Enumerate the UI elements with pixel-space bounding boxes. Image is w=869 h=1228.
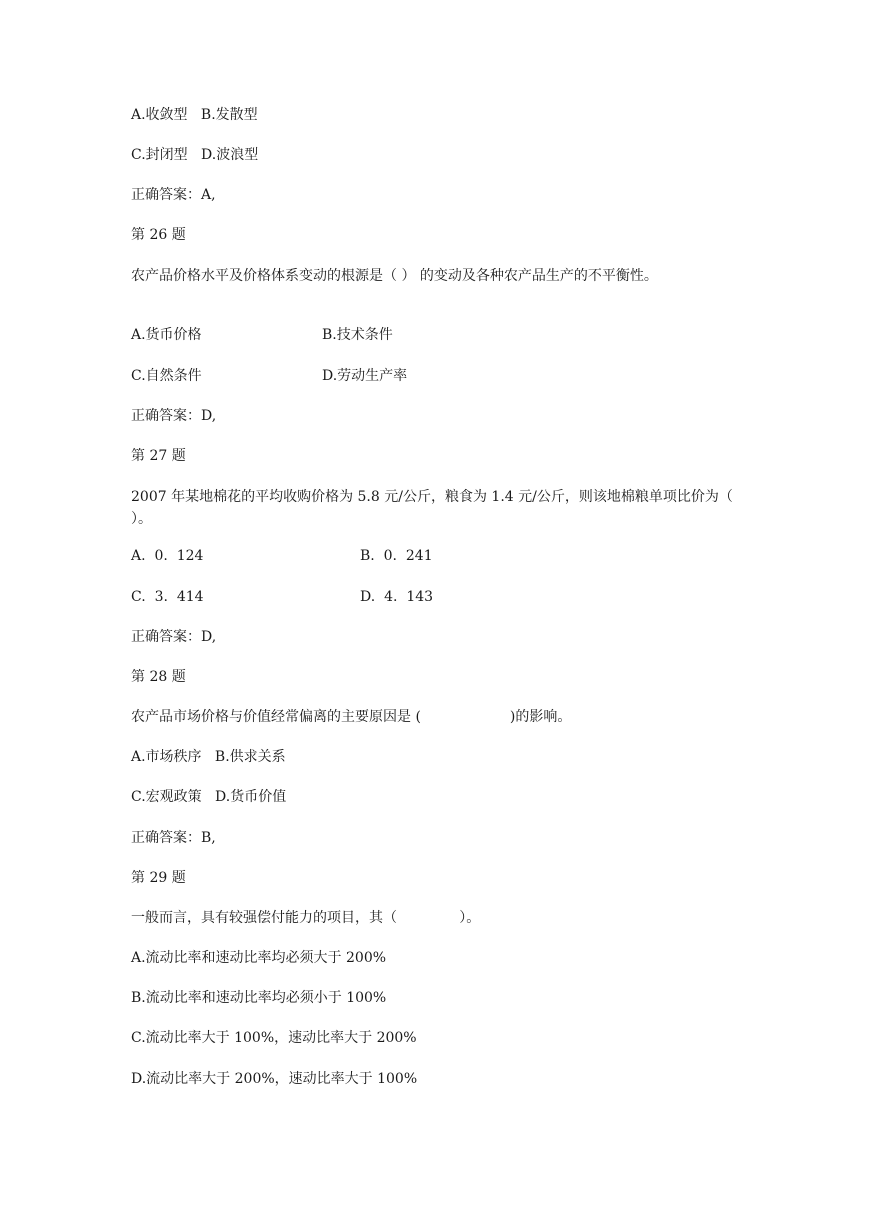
q25-options-cd: C.封闭型 D.波浪型 xyxy=(131,147,259,163)
q26-heading: 第 26 题 xyxy=(131,227,186,243)
q27-option-a: A. 0. 124 xyxy=(131,548,204,564)
q26-answer: 正确答案：D, xyxy=(131,408,217,424)
q27-option-b: B. 0. 241 xyxy=(360,548,433,564)
q29-heading: 第 29 题 xyxy=(131,870,186,886)
q25-options-ab: A.收敛型 B.发散型 xyxy=(131,107,258,123)
q25-answer: 正确答案：A, xyxy=(131,187,216,203)
q28-options-cd: C.宏观政策 D.货币价值 xyxy=(131,789,287,805)
q26-option-c: C.自然条件 xyxy=(131,368,202,384)
q27-stem: 2007 年某地棉花的平均收购价格为 5.8 元/公斤，粮食为 1.4 元/公斤，则该地棉粮单项比价为（ ）。 xyxy=(131,489,733,527)
q26-option-a: A.货币价格 xyxy=(131,327,202,343)
q26-option-d: D.劳动生产率 xyxy=(322,368,408,384)
q29-stem: 一般而言，具有较强偿付能力的项目，其（ ）。 xyxy=(131,910,481,926)
q27-option-c: C. 3. 414 xyxy=(131,589,204,605)
q26-option-b: B.技术条件 xyxy=(322,327,393,343)
q28-options-ab: A.市场秩序 B.供求关系 xyxy=(131,749,286,765)
q29-option-a: A.流动比率和速动比率均必须大于 200% xyxy=(131,950,387,966)
q27-option-d: D. 4. 143 xyxy=(360,589,434,605)
q27-heading: 第 27 题 xyxy=(131,448,186,464)
q28-heading: 第 28 题 xyxy=(131,669,186,685)
q28-stem: 农产品市场价格与价值经常偏离的主要原因是 ( )的影响。 xyxy=(131,709,572,725)
q26-stem: 农产品价格水平及价格体系变动的根源是（ ） 的变动及各种农产品生产的不平衡性。 xyxy=(131,268,658,284)
q29-option-b: B.流动比率和速动比率均必须小于 100% xyxy=(131,990,387,1006)
q29-option-c: C.流动比率大于 100%，速动比率大于 200% xyxy=(131,1030,417,1046)
q29-option-d: D.流动比率大于 200%，速动比率大于 100% xyxy=(131,1071,418,1087)
q28-answer: 正确答案：B, xyxy=(131,830,216,846)
q27-answer: 正确答案：D, xyxy=(131,629,217,645)
